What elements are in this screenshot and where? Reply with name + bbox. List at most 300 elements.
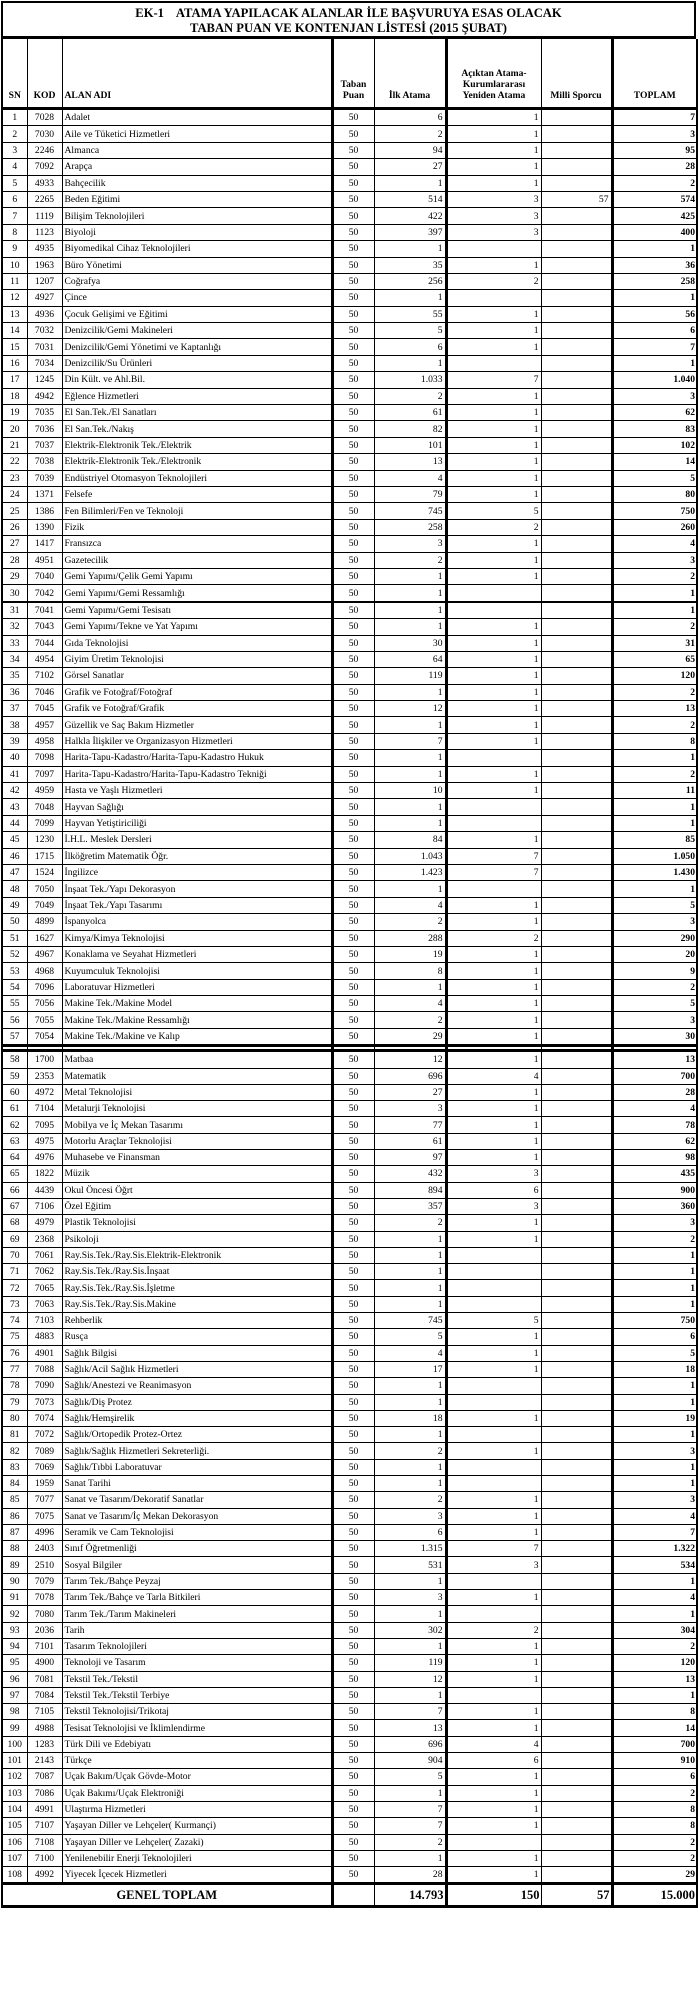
cell-aciktan-atama: 1 xyxy=(446,1671,541,1687)
cell-ilk-atama: 894 xyxy=(374,1182,446,1198)
cell-toplam: 3 xyxy=(612,388,697,404)
table-row xyxy=(2,1671,697,1687)
cell-alan-adi: Sanat Tarihi xyxy=(62,1475,332,1491)
col-header-toplam: TOPLAM xyxy=(612,39,697,109)
cell-toplam: 700 xyxy=(612,1068,697,1084)
table-row xyxy=(2,651,697,667)
cell-sn: 9 xyxy=(2,241,27,257)
cell-ilk-atama: 1 xyxy=(374,175,446,191)
cell-milli-sporcu xyxy=(541,372,612,388)
cell-aciktan-atama: 1 xyxy=(446,651,541,667)
cell-aciktan-atama: 3 xyxy=(446,224,541,240)
cell-ilk-atama: 19 xyxy=(374,946,446,962)
cell-taban-puan: 50 xyxy=(332,1231,374,1247)
cell-taban-puan: 50 xyxy=(332,552,374,568)
table-row xyxy=(2,355,697,371)
col-header-ilk-atama: İlk Atama xyxy=(374,39,446,109)
cell-taban-puan: 50 xyxy=(332,1068,374,1084)
cell-alan-adi: Hasta ve Yaşlı Hizmetleri xyxy=(62,783,332,799)
cell-sn: 67 xyxy=(2,1198,27,1214)
cell-milli-sporcu xyxy=(541,355,612,371)
cell-sn: 90 xyxy=(2,1573,27,1589)
cell-alan-adi: Harita-Tapu-Kadastro/Harita-Tapu-Kadastro Tekniği xyxy=(62,766,332,782)
cell-sn: 59 xyxy=(2,1068,27,1084)
table-row xyxy=(2,470,697,486)
cell-taban-puan: 50 xyxy=(332,1012,374,1028)
table-row xyxy=(2,914,697,930)
cell-toplam: 1 xyxy=(612,1687,697,1703)
cell-milli-sporcu xyxy=(541,159,612,175)
cell-ilk-atama: 1 xyxy=(374,1573,446,1589)
cell-milli-sporcu xyxy=(541,1492,612,1508)
cell-aciktan-atama: 1 xyxy=(446,159,541,175)
cell-toplam: 2 xyxy=(612,717,697,733)
cell-taban-puan: 50 xyxy=(332,372,374,388)
cell-kod: 7088 xyxy=(27,1361,62,1377)
cell-taban-puan: 50 xyxy=(332,421,374,437)
cell-milli-sporcu xyxy=(541,585,612,602)
cell-taban-puan: 50 xyxy=(332,1590,374,1606)
cell-milli-sporcu xyxy=(541,405,612,421)
cell-alan-adi: Sağlık/Ortopedik Protez-Ortez xyxy=(62,1427,332,1443)
cell-milli-sporcu xyxy=(541,1231,612,1247)
cell-milli-sporcu xyxy=(541,1443,612,1459)
cell-kod: 7050 xyxy=(27,881,62,897)
cell-alan-adi: Aile ve Tüketici Hizmetleri xyxy=(62,126,332,142)
col-header-sn: SN xyxy=(2,39,27,109)
cell-alan-adi: Rusça xyxy=(62,1329,332,1345)
cell-alan-adi: Eğlence Hizmetleri xyxy=(62,388,332,404)
cell-sn: 108 xyxy=(2,1867,27,1884)
cell-aciktan-atama: 1 xyxy=(446,175,541,191)
cell-taban-puan: 50 xyxy=(332,388,374,404)
cell-toplam: 7 xyxy=(612,1524,697,1540)
cell-toplam: 3 xyxy=(612,1443,697,1459)
col-header-taban-puan: Taban Puan xyxy=(332,39,374,109)
cell-toplam: 3 xyxy=(612,1215,697,1231)
cell-aciktan-atama: 5 xyxy=(446,1313,541,1329)
cell-toplam: 574 xyxy=(612,191,697,207)
table-row xyxy=(2,783,697,799)
cell-sn: 104 xyxy=(2,1801,27,1817)
cell-toplam: 6 xyxy=(612,1769,697,1785)
cell-aciktan-atama: 1 xyxy=(446,979,541,995)
cell-toplam: 3 xyxy=(612,552,697,568)
cell-alan-adi: Metal Teknolojisi xyxy=(62,1084,332,1100)
cell-aciktan-atama: 7 xyxy=(446,1541,541,1557)
table-row xyxy=(2,1150,697,1166)
cell-kod: 4883 xyxy=(27,1329,62,1345)
cell-ilk-atama: 2 xyxy=(374,1834,446,1850)
cell-alan-adi: Sınıf Öğretmenliği xyxy=(62,1541,332,1557)
cell-kod: 4975 xyxy=(27,1133,62,1149)
cell-aciktan-atama: 1 xyxy=(446,1051,541,1068)
cell-alan-adi: Biyomedikal Cihaz Teknolojileri xyxy=(62,241,332,257)
table-row xyxy=(2,1427,697,1443)
cell-kod: 4439 xyxy=(27,1182,62,1198)
table-row xyxy=(2,1361,697,1377)
table-row xyxy=(2,1280,697,1296)
cell-milli-sporcu xyxy=(541,1736,612,1752)
cell-aciktan-atama: 1 xyxy=(446,619,541,635)
cell-taban-puan: 50 xyxy=(332,175,374,191)
cell-aciktan-atama xyxy=(446,815,541,831)
cell-toplam: 20 xyxy=(612,946,697,962)
cell-alan-adi: Tarım Tek./Bahçe ve Tarla Bitkileri xyxy=(62,1590,332,1606)
cell-kod: 1959 xyxy=(27,1475,62,1491)
cell-aciktan-atama: 1 xyxy=(446,963,541,979)
cell-taban-puan: 50 xyxy=(332,109,374,126)
table-row xyxy=(2,421,697,437)
cell-sn: 82 xyxy=(2,1443,27,1459)
cell-ilk-atama: 3 xyxy=(374,1508,446,1524)
cell-milli-sporcu xyxy=(541,421,612,437)
cell-taban-puan: 50 xyxy=(332,208,374,224)
cell-alan-adi: İnşaat Tek./Yapı Dekorasyon xyxy=(62,881,332,897)
cell-milli-sporcu xyxy=(541,1084,612,1100)
cell-taban-puan: 50 xyxy=(332,848,374,864)
cell-kod: 7080 xyxy=(27,1606,62,1622)
cell-aciktan-atama: 1 xyxy=(446,1329,541,1345)
cell-ilk-atama: 7 xyxy=(374,1704,446,1720)
cell-milli-sporcu xyxy=(541,1215,612,1231)
cell-kod: 4991 xyxy=(27,1801,62,1817)
cell-toplam: 1 xyxy=(612,1606,697,1622)
cell-milli-sporcu xyxy=(541,1818,612,1834)
cell-alan-adi: Sağlık/Hemşirelik xyxy=(62,1410,332,1426)
cell-sn: 46 xyxy=(2,848,27,864)
cell-aciktan-atama: 1 xyxy=(446,684,541,700)
cell-taban-puan: 50 xyxy=(332,1655,374,1671)
cell-kod: 7056 xyxy=(27,996,62,1012)
cell-toplam: 9 xyxy=(612,963,697,979)
cell-alan-adi: Adalet xyxy=(62,109,332,126)
cell-kod: 7079 xyxy=(27,1573,62,1589)
cell-kod: 1715 xyxy=(27,848,62,864)
table-row xyxy=(2,733,697,749)
col-header-alan-adi: ALAN ADI xyxy=(62,39,332,109)
cell-taban-puan: 50 xyxy=(332,1280,374,1296)
table-row xyxy=(2,602,697,619)
cell-alan-adi: Makine Tek./Makine ve Kalıp xyxy=(62,1028,332,1045)
cell-alan-adi: Tasarım Teknolojileri xyxy=(62,1638,332,1654)
cell-kod: 1963 xyxy=(27,257,62,273)
cell-toplam: 120 xyxy=(612,1655,697,1671)
cell-sn: 106 xyxy=(2,1834,27,1850)
table-row xyxy=(2,1182,697,1198)
cell-aciktan-atama xyxy=(446,1296,541,1312)
cell-ilk-atama: 302 xyxy=(374,1622,446,1638)
cell-taban-puan: 50 xyxy=(332,1736,374,1752)
cell-alan-adi: Tarım Tek./Tarım Makineleri xyxy=(62,1606,332,1622)
cell-aciktan-atama xyxy=(446,750,541,766)
cell-sn: 100 xyxy=(2,1736,27,1752)
cell-alan-adi: Sağlık/Tıbbi Laboratuvar xyxy=(62,1459,332,1475)
cell-kod: 7099 xyxy=(27,815,62,831)
cell-milli-sporcu xyxy=(541,1459,612,1475)
cell-alan-adi: Gazetecilik xyxy=(62,552,332,568)
cell-milli-sporcu xyxy=(541,257,612,273)
cell-milli-sporcu xyxy=(541,1671,612,1687)
table-row xyxy=(2,1557,697,1573)
cell-milli-sporcu xyxy=(541,1704,612,1720)
cell-aciktan-atama: 1 xyxy=(446,766,541,782)
cell-aciktan-atama: 1 xyxy=(446,306,541,322)
cell-aciktan-atama: 3 xyxy=(446,1198,541,1214)
cell-toplam: 14 xyxy=(612,1720,697,1736)
cell-alan-adi: Laboratuvar Hizmetleri xyxy=(62,979,332,995)
cell-aciktan-atama: 1 xyxy=(446,1801,541,1817)
cell-taban-puan: 50 xyxy=(332,1720,374,1736)
cell-toplam: 6 xyxy=(612,323,697,339)
cell-kod: 7073 xyxy=(27,1394,62,1410)
cell-aciktan-atama xyxy=(446,241,541,257)
cell-ilk-atama: 94 xyxy=(374,142,446,158)
cell-taban-puan: 50 xyxy=(332,914,374,930)
cell-milli-sporcu xyxy=(541,1182,612,1198)
cell-milli-sporcu xyxy=(541,241,612,257)
cell-sn: 5 xyxy=(2,175,27,191)
cell-toplam: 304 xyxy=(612,1622,697,1638)
cell-ilk-atama: 1 xyxy=(374,1638,446,1654)
cell-taban-puan: 50 xyxy=(332,257,374,273)
grand-total-aciktan-atama: 150 xyxy=(446,1884,541,1907)
document-sheet xyxy=(1,1,696,1908)
table-row xyxy=(2,1818,697,1834)
cell-ilk-atama: 2 xyxy=(374,1215,446,1231)
cell-sn: 58 xyxy=(2,1051,27,1068)
cell-ilk-atama: 6 xyxy=(374,109,446,126)
cell-toplam: 8 xyxy=(612,1818,697,1834)
cell-toplam: 2 xyxy=(612,1638,697,1654)
table-row xyxy=(2,1541,697,1557)
cell-aciktan-atama: 1 xyxy=(446,568,541,584)
cell-taban-puan: 50 xyxy=(332,1361,374,1377)
table-row xyxy=(2,684,697,700)
cell-alan-adi: Çince xyxy=(62,290,332,306)
table-row xyxy=(2,241,697,257)
cell-ilk-atama: 1 xyxy=(374,585,446,602)
cell-ilk-atama: 904 xyxy=(374,1753,446,1769)
cell-milli-sporcu xyxy=(541,1012,612,1028)
cell-taban-puan: 50 xyxy=(332,1427,374,1443)
cell-toplam: 8 xyxy=(612,1704,697,1720)
cell-kod: 7036 xyxy=(27,421,62,437)
cell-ilk-atama: 12 xyxy=(374,1671,446,1687)
cell-milli-sporcu xyxy=(541,651,612,667)
cell-toplam: 900 xyxy=(612,1182,697,1198)
cell-kod: 4957 xyxy=(27,717,62,733)
cell-taban-puan: 50 xyxy=(332,733,374,749)
cell-sn: 76 xyxy=(2,1345,27,1361)
cell-sn: 69 xyxy=(2,1231,27,1247)
cell-alan-adi: Mobilya ve İç Mekan Tasarımı xyxy=(62,1117,332,1133)
cell-milli-sporcu xyxy=(541,126,612,142)
cell-kod: 2246 xyxy=(27,142,62,158)
cell-toplam: 28 xyxy=(612,159,697,175)
cell-ilk-atama: 696 xyxy=(374,1736,446,1752)
cell-toplam: 2 xyxy=(612,1231,697,1247)
cell-toplam: 258 xyxy=(612,273,697,289)
cell-sn: 101 xyxy=(2,1753,27,1769)
table-row xyxy=(2,1736,697,1752)
table-row xyxy=(2,1687,697,1703)
table-row xyxy=(2,881,697,897)
cell-ilk-atama: 2 xyxy=(374,1443,446,1459)
table-row xyxy=(2,1247,697,1263)
cell-aciktan-atama: 1 xyxy=(446,405,541,421)
cell-sn: 6 xyxy=(2,191,27,207)
cell-toplam: 1 xyxy=(612,1280,697,1296)
cell-kod: 7031 xyxy=(27,339,62,355)
cell-ilk-atama: 1 xyxy=(374,1427,446,1443)
cell-ilk-atama: 61 xyxy=(374,405,446,421)
table-row xyxy=(2,1492,697,1508)
cell-kod: 7062 xyxy=(27,1264,62,1280)
cell-sn: 1 xyxy=(2,109,27,126)
cell-taban-puan: 50 xyxy=(332,766,374,782)
cell-milli-sporcu xyxy=(541,832,612,848)
cell-milli-sporcu: 57 xyxy=(541,191,612,207)
cell-aciktan-atama: 2 xyxy=(446,930,541,946)
cell-kod: 7084 xyxy=(27,1687,62,1703)
cell-alan-adi: Görsel Sanatlar xyxy=(62,668,332,684)
table-row xyxy=(2,1459,697,1475)
cell-aciktan-atama: 1 xyxy=(446,1492,541,1508)
cell-kod: 7087 xyxy=(27,1769,62,1785)
cell-sn: 55 xyxy=(2,996,27,1012)
cell-milli-sporcu xyxy=(541,175,612,191)
table-row xyxy=(2,142,697,158)
cell-ilk-atama: 1 xyxy=(374,1264,446,1280)
cell-sn: 26 xyxy=(2,519,27,535)
cell-sn: 20 xyxy=(2,421,27,437)
cell-ilk-atama: 696 xyxy=(374,1068,446,1084)
cell-toplam: 435 xyxy=(612,1166,697,1182)
cell-ilk-atama: 84 xyxy=(374,832,446,848)
cell-sn: 72 xyxy=(2,1280,27,1296)
table-row xyxy=(2,1345,697,1361)
table-row xyxy=(2,1198,697,1214)
cell-sn: 74 xyxy=(2,1313,27,1329)
cell-alan-adi: Gemi Yapımı/Tekne ve Yat Yapımı xyxy=(62,619,332,635)
cell-toplam: 1 xyxy=(612,1573,697,1589)
cell-ilk-atama: 1 xyxy=(374,1378,446,1394)
cell-aciktan-atama: 1 xyxy=(446,1818,541,1834)
table-row xyxy=(2,1606,697,1622)
cell-kod: 7044 xyxy=(27,635,62,651)
cell-taban-puan: 50 xyxy=(332,635,374,651)
cell-toplam: 1.050 xyxy=(612,848,697,864)
cell-toplam: 2 xyxy=(612,1834,697,1850)
cell-aciktan-atama xyxy=(446,1573,541,1589)
cell-milli-sporcu xyxy=(541,568,612,584)
cell-sn: 15 xyxy=(2,339,27,355)
cell-aciktan-atama: 1 xyxy=(446,388,541,404)
cell-ilk-atama: 3 xyxy=(374,1101,446,1117)
cell-sn: 77 xyxy=(2,1361,27,1377)
cell-sn: 43 xyxy=(2,799,27,815)
cell-sn: 84 xyxy=(2,1475,27,1491)
cell-ilk-atama: 12 xyxy=(374,701,446,717)
cell-alan-adi: İ.H.L. Meslek Dersleri xyxy=(62,832,332,848)
cell-sn: 42 xyxy=(2,783,27,799)
table-row xyxy=(2,1394,697,1410)
cell-alan-adi: Okul Öncesi Öğrt xyxy=(62,1182,332,1198)
cell-kod: 7069 xyxy=(27,1459,62,1475)
cell-sn: 33 xyxy=(2,635,27,651)
cell-toplam: 19 xyxy=(612,1410,697,1426)
cell-kod: 2265 xyxy=(27,191,62,207)
cell-toplam: 2 xyxy=(612,619,697,635)
cell-alan-adi: Giyim Üretim Teknolojisi xyxy=(62,651,332,667)
cell-taban-puan: 50 xyxy=(332,717,374,733)
cell-sn: 97 xyxy=(2,1687,27,1703)
table-row xyxy=(2,1801,697,1817)
table-row xyxy=(2,1410,697,1426)
cell-kod: 7049 xyxy=(27,897,62,913)
cell-ilk-atama: 1 xyxy=(374,979,446,995)
cell-toplam: 18 xyxy=(612,1361,697,1377)
cell-taban-puan: 50 xyxy=(332,783,374,799)
cell-alan-adi: İspanyolca xyxy=(62,914,332,930)
cell-alan-adi: Fizik xyxy=(62,519,332,535)
table-row xyxy=(2,257,697,273)
cell-alan-adi: Güzellik ve Saç Bakım Hizmetler xyxy=(62,717,332,733)
cell-aciktan-atama xyxy=(446,1280,541,1296)
table-row xyxy=(2,339,697,355)
cell-alan-adi: Sağlık/Sağlık Hizmetleri Sekreterliği. xyxy=(62,1443,332,1459)
cell-kod: 4951 xyxy=(27,552,62,568)
cell-toplam: 65 xyxy=(612,651,697,667)
table-row xyxy=(2,175,697,191)
cell-ilk-atama: 27 xyxy=(374,159,446,175)
cell-aciktan-atama: 1 xyxy=(446,1720,541,1736)
cell-taban-puan: 50 xyxy=(332,750,374,766)
cell-taban-puan: 50 xyxy=(332,1622,374,1638)
cell-kod: 4954 xyxy=(27,651,62,667)
cell-toplam: 534 xyxy=(612,1557,697,1573)
cell-ilk-atama: 1 xyxy=(374,717,446,733)
cell-kod: 7096 xyxy=(27,979,62,995)
table-row xyxy=(2,1443,697,1459)
table-row xyxy=(2,273,697,289)
cell-toplam: 14 xyxy=(612,454,697,470)
cell-alan-adi: Arapça xyxy=(62,159,332,175)
cell-kod: 1207 xyxy=(27,273,62,289)
table-row xyxy=(2,1720,697,1736)
cell-aciktan-atama: 1 xyxy=(446,1101,541,1117)
cell-kod: 4988 xyxy=(27,1720,62,1736)
grand-total-label: GENEL TOPLAM xyxy=(2,1884,332,1907)
cell-aciktan-atama xyxy=(446,1687,541,1703)
cell-sn: 32 xyxy=(2,619,27,635)
cell-aciktan-atama: 1 xyxy=(446,1867,541,1884)
cell-alan-adi: Sanat ve Tasarım/İç Mekan Dekorasyon xyxy=(62,1508,332,1524)
cell-ilk-atama: 55 xyxy=(374,306,446,322)
cell-milli-sporcu xyxy=(541,848,612,864)
cell-milli-sporcu xyxy=(541,1606,612,1622)
cell-sn: 31 xyxy=(2,602,27,619)
cell-toplam: 1 xyxy=(612,1394,697,1410)
cell-aciktan-atama: 1 xyxy=(446,323,541,339)
cell-ilk-atama: 119 xyxy=(374,1655,446,1671)
cell-taban-puan: 50 xyxy=(332,1313,374,1329)
cell-milli-sporcu xyxy=(541,1867,612,1884)
cell-aciktan-atama: 1 xyxy=(446,454,541,470)
cell-milli-sporcu xyxy=(541,914,612,930)
cell-taban-puan: 50 xyxy=(332,142,374,158)
